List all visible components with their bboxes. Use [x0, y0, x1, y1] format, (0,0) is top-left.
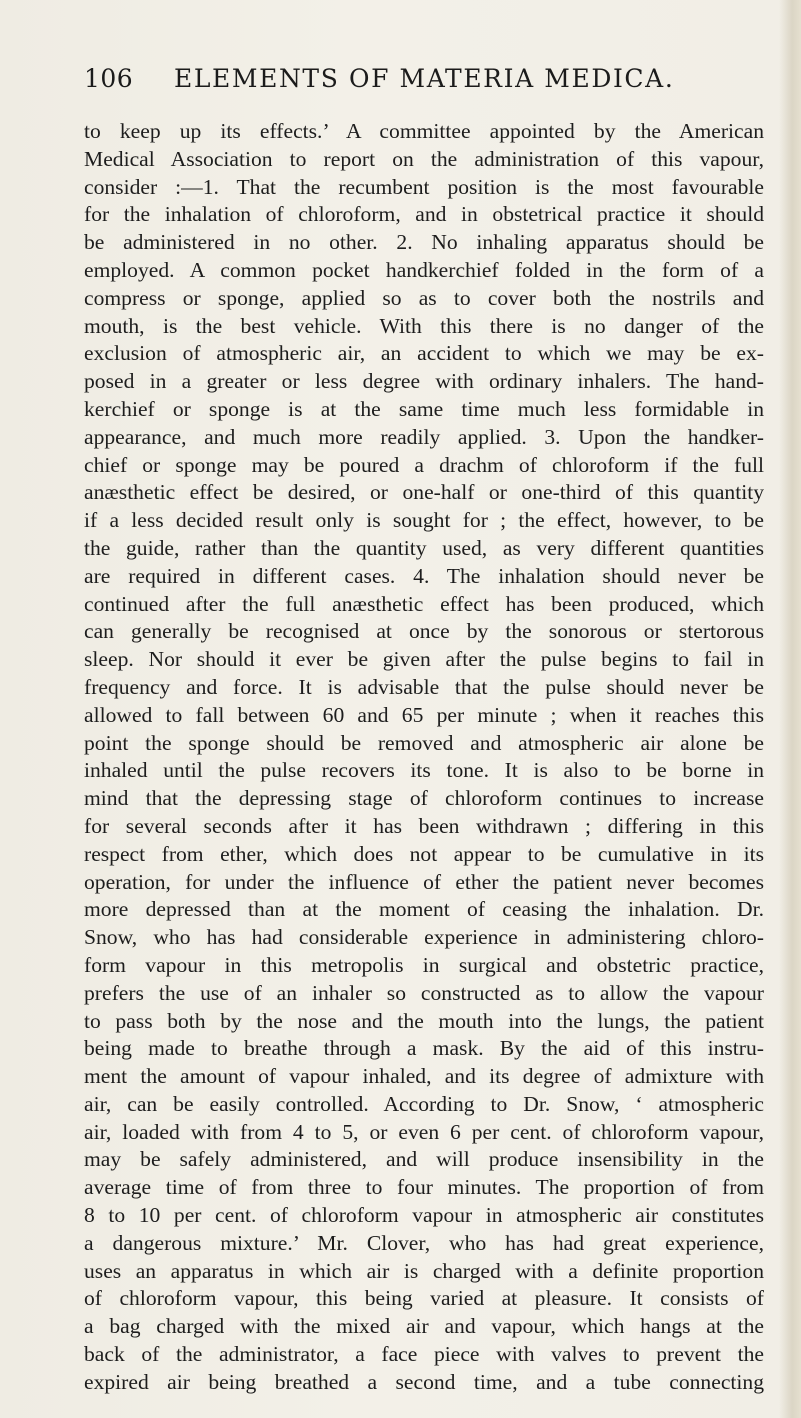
- text-line: are required in different cases. 4. The inhalation should never be: [84, 563, 764, 588]
- text-line: to keep up its effects.’ A committee appointed by the American: [84, 119, 764, 143]
- text-line: of chloroform vapour, this being varied at pleasure. It consists of: [84, 1286, 764, 1311]
- text-line: prefers the use of an inhaler so constructed as to allow the vapour: [84, 980, 764, 1005]
- text-line: air, loaded with from 4 to 5, or even 6 per cent. of chloroform vapour,: [84, 1119, 764, 1144]
- running-head: ELEMENTS OF MATERIA MEDICA.: [174, 64, 675, 93]
- text-line: inhaled until the pulse recovers its tone. It is also to be borne in: [84, 758, 764, 783]
- text-line: sleep. Nor should it ever be given after the pulse begins to fail in: [84, 647, 764, 672]
- text-line: 8 to 10 per cent. of chloroform vapour in atmospheric air constitutes: [84, 1203, 764, 1228]
- text-line: point the sponge should be removed and atmospheric air alone be: [84, 730, 764, 755]
- text-line: appearance, and much more readily applied. 3. Upon the handker-: [84, 424, 764, 449]
- text-line: the guide, rather than the quantity used, as very different quantities: [84, 535, 764, 560]
- text-line: form vapour in this metropolis in surgical and obstetric practice,: [84, 952, 764, 977]
- text-line: frequency and force. It is advisable that the pulse should never be: [84, 674, 764, 699]
- text-line: can generally be recognised at once by the sonorous or stertorous: [84, 619, 764, 644]
- text-line: anæsthetic effect be desired, or one-half or one-third of this quantity: [84, 480, 764, 505]
- text-line: for the inhalation of chloroform, and in obstetrical practice it should: [84, 202, 764, 227]
- text-line: consider :—1. That the recumbent position is the most favourable: [84, 174, 764, 199]
- text-line: a bag charged with the mixed air and vapour, which hangs at the: [84, 1314, 764, 1339]
- text-line: expired air being breathed a second time, and a tube connecting: [84, 1369, 764, 1394]
- text-line: compress or sponge, applied so as to cover both the nostrils and: [84, 285, 764, 310]
- page-number: 106: [84, 64, 134, 93]
- text-line: uses an apparatus in which air is charged with a definite proportion: [84, 1258, 764, 1283]
- text-line: respect from ether, which does not appear to be cumulative in its: [84, 841, 764, 866]
- page-header: [84, 64, 764, 104]
- text-line: back of the administrator, a face piece with valves to prevent the: [84, 1342, 764, 1367]
- text-line: ment the amount of vapour inhaled, and its degree of admixture with: [84, 1064, 764, 1089]
- text-line: being made to breathe through a mask. By the aid of this instru-: [84, 1036, 764, 1061]
- text-line: posed in a greater or less degree with ordinary inhalers. The hand-: [84, 369, 764, 394]
- page-edge-shadow: [779, 0, 801, 1418]
- text-line: may be safely administered, and will produce insensibility in the: [84, 1147, 764, 1172]
- text-line: operation, for under the influence of ether the patient never becomes: [84, 869, 764, 894]
- text-line: employed. A common pocket handkerchief folded in the form of a: [84, 257, 764, 282]
- text-line: allowed to fall between 60 and 65 per minute ; when it reaches this: [84, 702, 764, 727]
- body-text: [84, 118, 764, 1397]
- text-line: chief or sponge may be poured a drachm of chloroform if the full: [84, 452, 764, 477]
- text-line: if a less decided result only is sought for ; the effect, however, to be: [84, 508, 764, 533]
- text-line: a dangerous mixture.’ Mr. Clover, who has had great experience,: [84, 1230, 764, 1255]
- text-line: continued after the full anæsthetic effect has been produced, which: [84, 591, 764, 616]
- text-line: mouth, is the best vehicle. With this there is no danger of the: [84, 313, 764, 338]
- text-line: Snow, who has had considerable experience in administering chloro-: [84, 925, 764, 950]
- text-line: mind that the depressing stage of chloroform continues to increase: [84, 786, 764, 811]
- text-line: for several seconds after it has been withdrawn ; differing in this: [84, 813, 764, 838]
- text-line: more depressed than at the moment of ceasing the inhalation. Dr.: [84, 897, 764, 922]
- text-line: to pass both by the nose and the mouth into the lungs, the patient: [84, 1008, 764, 1033]
- text-line: air, can be easily controlled. According to Dr. Snow, ‘ atmospheric: [84, 1091, 764, 1116]
- text-line: average time of from three to four minutes. The proportion of from: [84, 1175, 764, 1200]
- text-line: be administered in no other. 2. No inhaling apparatus should be: [84, 230, 764, 255]
- text-line: exclusion of atmospheric air, an accident to which we may be ex-: [84, 341, 764, 366]
- text-line: Medical Association to report on the administration of this vapour,: [84, 146, 764, 171]
- text-line: kerchief or sponge is at the same time much less formidable in: [84, 396, 764, 421]
